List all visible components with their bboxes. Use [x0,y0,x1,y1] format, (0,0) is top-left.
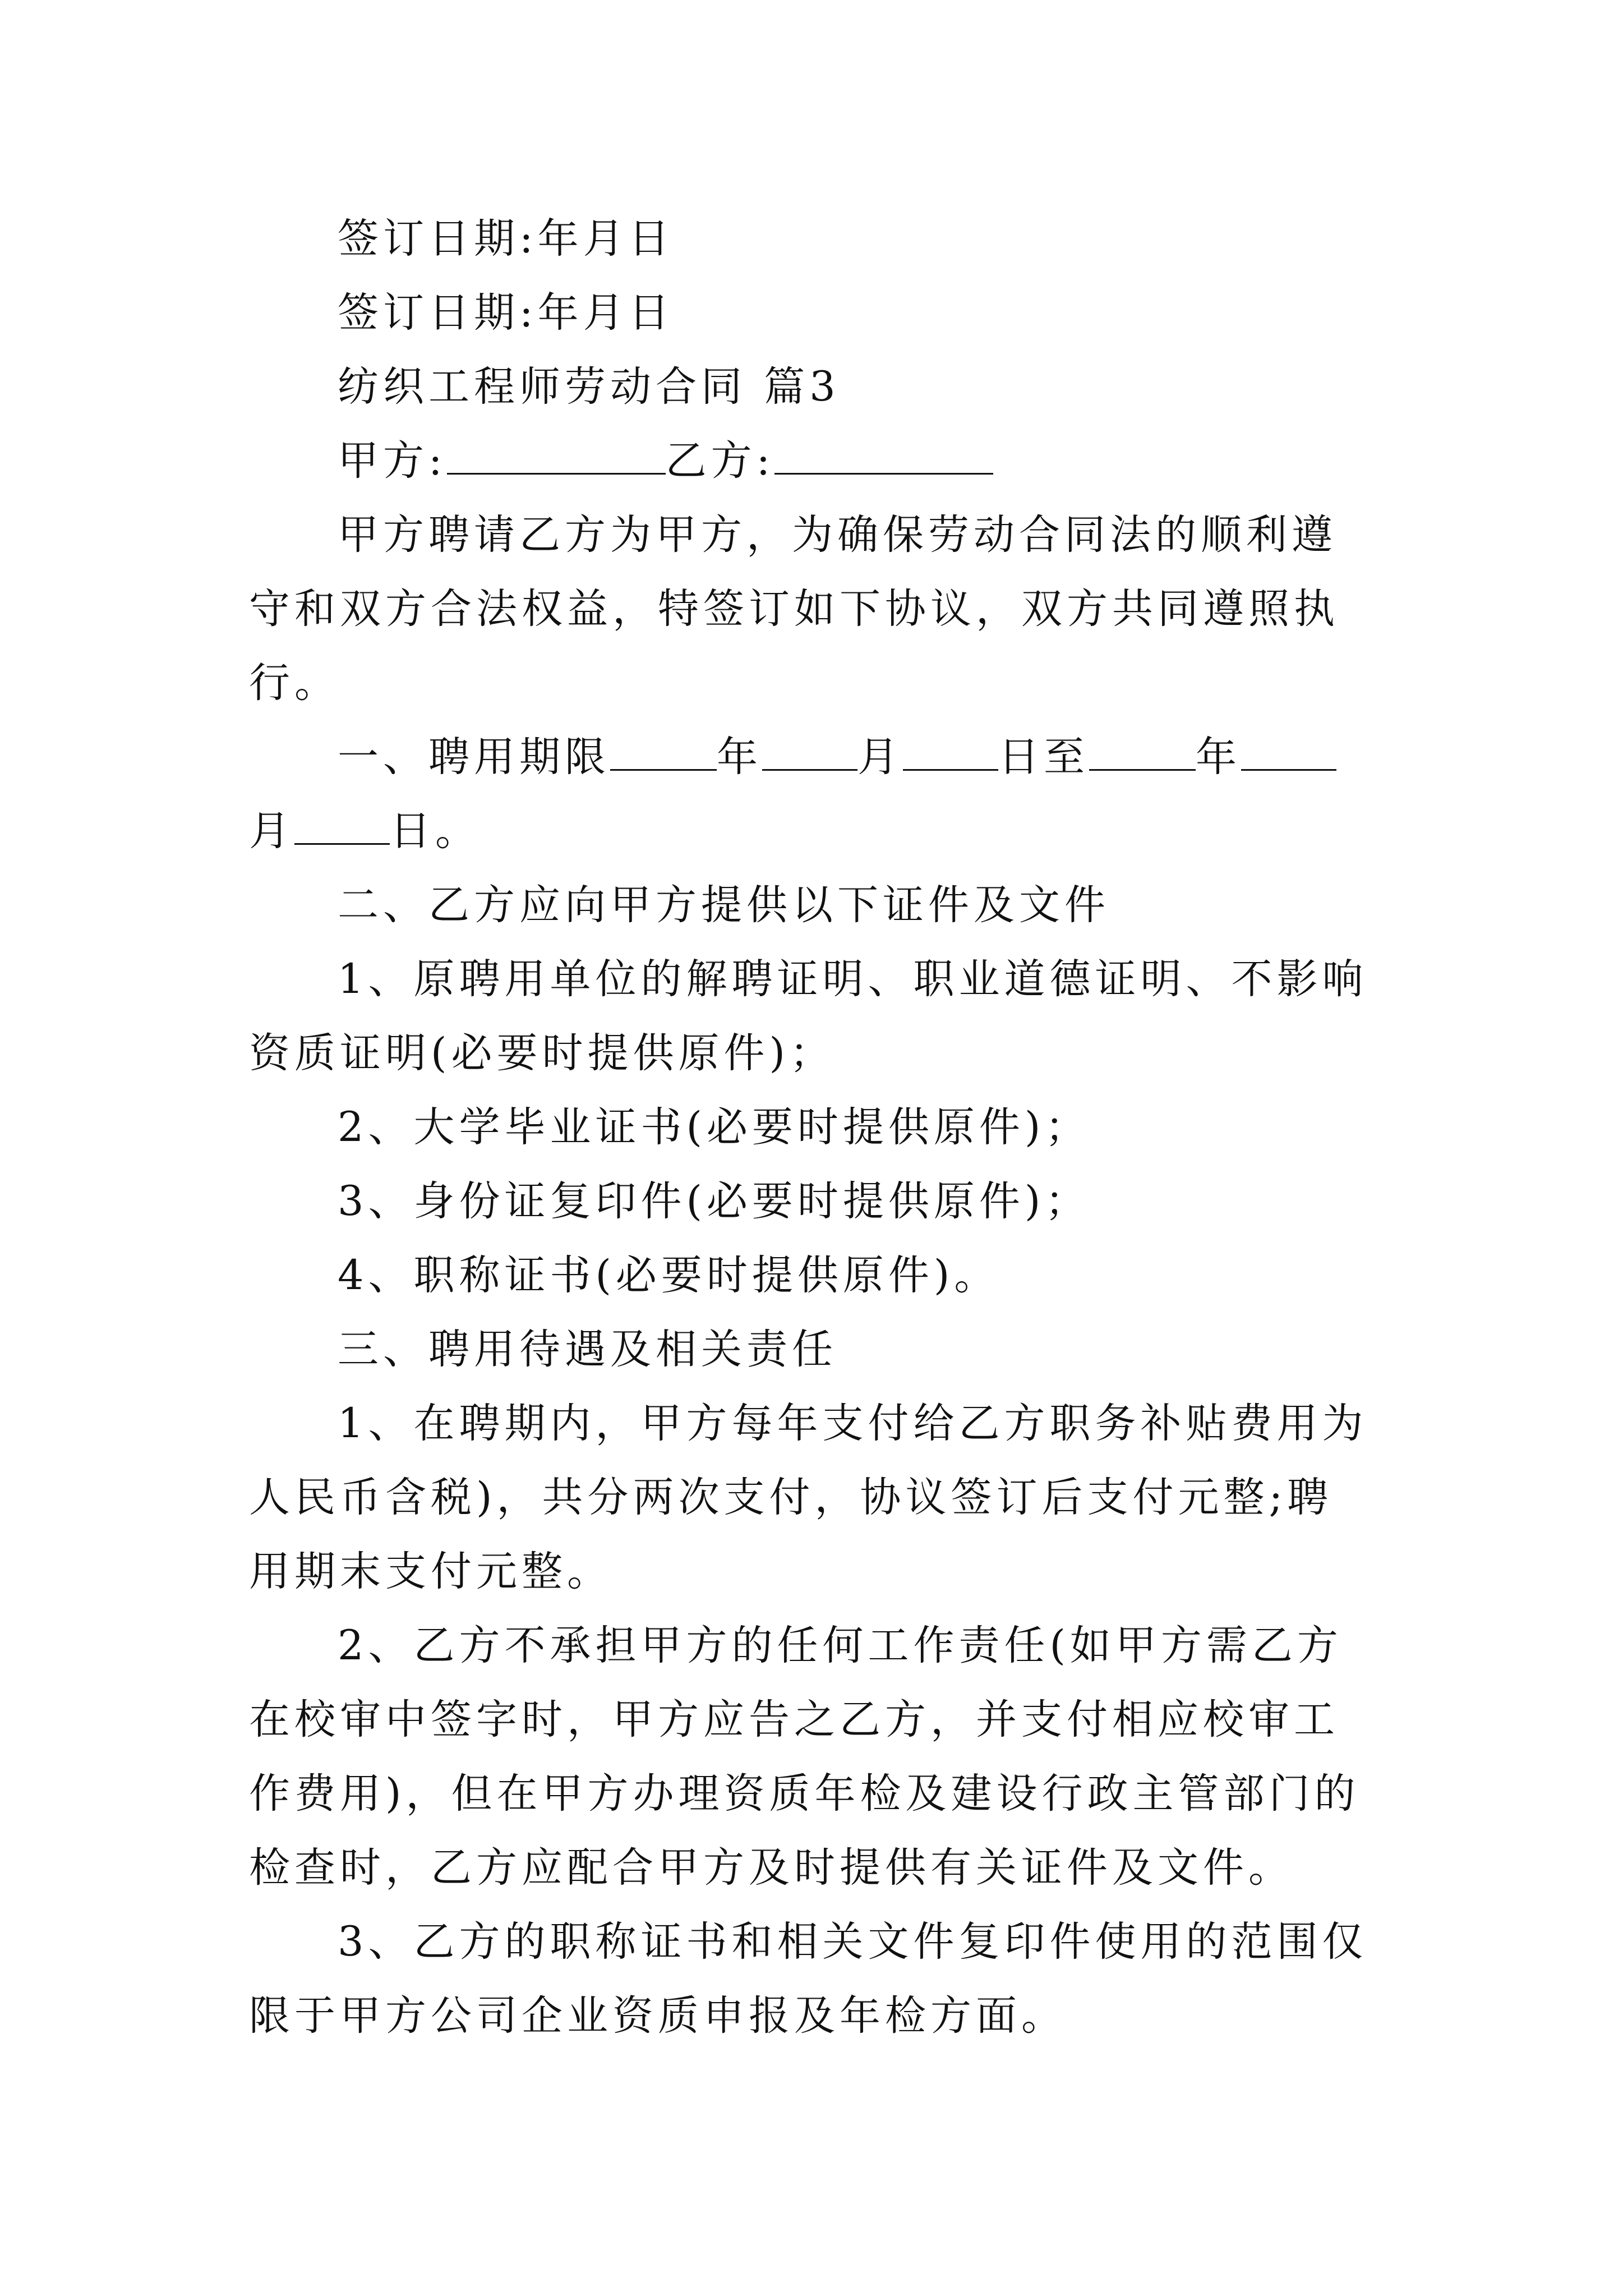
parties-line [249,424,1376,498]
term-end: 日。 [390,807,481,855]
term-start-year-blank [610,731,717,771]
section-three-item-1: 1、在聘期内，甲方每年支付给乙方职务补贴费用为人民币含税)，共分两次支付，协议签订后支付元整;聘用期末支付元整。 [249,1400,1368,1595]
term-end-year-blank [1089,731,1196,771]
section-three-item-3: 3、乙方的职称证书和相关文件复印件使用的范围仅限于甲方公司企业资质申报及年检方面。 [249,1918,1368,2040]
term-start-month-blank [762,731,857,771]
term-end-month-blank [1241,731,1336,771]
signing-date-2: 签订日期:年月日 [338,289,674,337]
section-two-item-3: 3、身份证复印件(必要时提供原件)； [338,1177,1091,1225]
party-a-blank [447,435,666,475]
party-b-blank [774,435,993,475]
section-two-item-2: 2、大学毕业证书(必要时提供原件)； [338,1103,1091,1151]
contract-section-title: 纺织工程师劳动合同 篇3 [338,363,840,411]
intro-paragraph: 甲方聘请乙方为甲方，为确保劳动合同法的顺利遵守和双方合法权益，特签订如下协议，双方共同遵照执行。 [249,511,1339,707]
term-month-2: 月 [249,807,294,855]
term-end-day-blank [294,805,390,845]
term-paragraph [249,720,1376,868]
party-b-label: 乙方: [665,437,775,485]
term-year-1: 年 [717,733,762,781]
party-a-label: 甲方: [338,437,447,485]
term-prefix: 一、聘用期限 [338,733,610,781]
term-start-day-blank [903,731,998,771]
section-three-item-2: 2、乙方不承担甲方的任何工作责任(如甲方需乙方在校审中签字时，甲方应告之乙方，并支付相应校审工作费用)，但在甲方办理资质年检及建设行政主管部门的检查时，乙方应配合甲方及时提供有关证件及文件。 [249,1622,1360,1892]
section-two-item-1: 1、原聘用单位的解聘证明、职业道德证明、不影响资质证明(必要时提供原件)； [249,955,1368,1077]
document-body [249,202,1376,2053]
section-two-heading: 二、乙方应向甲方提供以下证件及文件 [338,881,1110,929]
section-three-heading: 三、聘用待遇及相关责任 [338,1326,837,1373]
section-two-item-4: 4、职称证书(必要时提供原件)。 [338,1251,1000,1299]
signing-date-1: 签订日期:年月日 [338,215,674,263]
term-month-1: 月 [857,733,903,781]
term-day-to: 日至 [998,733,1089,781]
term-year-2: 年 [1196,733,1241,781]
